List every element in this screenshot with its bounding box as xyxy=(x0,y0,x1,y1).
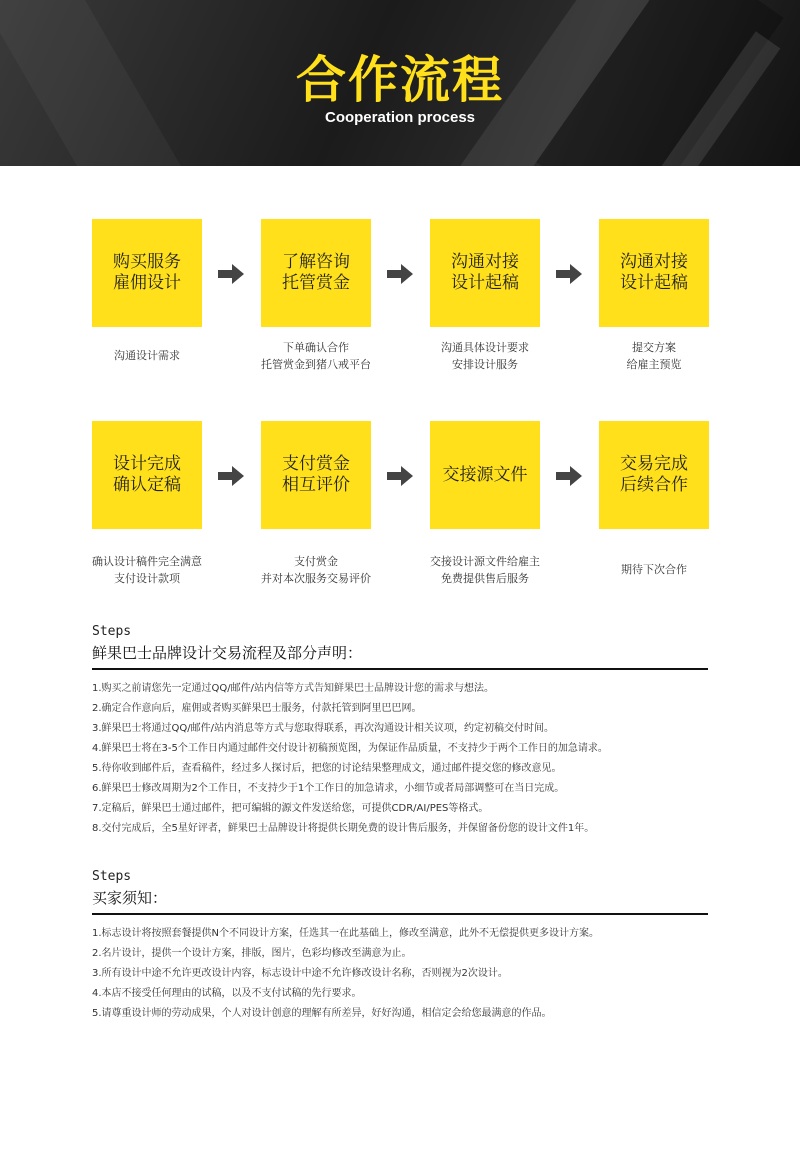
step-description: 下单确认合作 托管赏金到猪八戒平台 xyxy=(261,341,371,371)
step-box-3 xyxy=(430,219,540,327)
section-label: Steps xyxy=(92,624,132,639)
divider xyxy=(92,913,708,915)
step-box-5 xyxy=(92,421,202,529)
step-description: 交接设计源文件给雇主 免费提供售后服务 xyxy=(430,555,540,585)
list-item: 4.本店不接受任何理由的试稿，以及不支付试稿的先行要求。 xyxy=(92,988,362,999)
arrow-right-icon xyxy=(218,466,244,486)
step-box-7 xyxy=(430,421,540,529)
section-heading: 买家须知： xyxy=(92,889,168,907)
step-title: 了解咨询 托管赏金 xyxy=(282,252,350,293)
arrow-right-icon xyxy=(218,264,244,284)
section-label: Steps xyxy=(92,869,132,884)
step-title: 设计完成 确认定稿 xyxy=(113,454,181,495)
header-banner xyxy=(0,0,800,166)
list-item: 3.鲜果巴士将通过QQ/邮件/站内消息等方式与您取得联系，再次沟通设计相关议项，约定初稿交付时间。 xyxy=(92,723,555,734)
step-description: 提交方案 给雇主预览 xyxy=(626,341,682,371)
step-title: 沟通对接 设计起稿 xyxy=(451,252,519,293)
list-item: 4.鲜果巴士将在3-5个工作日内通过邮件交付设计初稿预览图，为保证作品质量，不支持少于两个工作日的加急请求。 xyxy=(92,743,608,754)
list-item: 6.鲜果巴士修改周期为2个工作日，不支持少于1个工作日的加急请求，小细节或者局部调整可在当日完成。 xyxy=(92,783,565,794)
step-description: 确认设计稿件完全满意 支付设计款项 xyxy=(92,555,202,585)
divider xyxy=(92,668,708,670)
statement-list xyxy=(92,679,732,839)
list-item: 3.所有设计中途不允许更改设计内容，标志设计中途不允许修改设计名称，否则视为2次设计。 xyxy=(92,968,508,979)
list-item: 2.确定合作意向后，雇佣或者购买鲜果巴士服务，付款托管到阿里巴巴网。 xyxy=(92,703,422,714)
step-title: 交易完成 后续合作 xyxy=(620,454,688,495)
list-item: 8.交付完成后，全5星好评者，鲜果巴士品牌设计将提供长期免费的设计售后服务，并保留备份您的设计文件1年。 xyxy=(92,823,595,834)
list-item: 1.购买之前请您先一定通过QQ/邮件/站内信等方式告知鲜果巴士品牌设计您的需求与想法。 xyxy=(92,683,495,694)
list-item: 5.请尊重设计师的劳动成果，个人对设计创意的理解有所差异，好好沟通，相信定会给您最满意的作品。 xyxy=(92,1008,552,1019)
step-title: 交接源文件 xyxy=(442,464,528,485)
step-box-2 xyxy=(261,219,371,327)
step-box-8 xyxy=(599,421,709,529)
page-subtitle: Cooperation process xyxy=(324,109,476,126)
step-description: 沟通具体设计要求 安排设计服务 xyxy=(441,341,529,371)
step-description: 支付赏金 并对本次服务交易评价 xyxy=(261,555,371,585)
step-title: 购买服务 雇佣设计 xyxy=(113,252,181,293)
step-description: 沟通设计需求 xyxy=(114,349,180,362)
section-heading: 鲜果巴士品牌设计交易流程及部分声明： xyxy=(92,644,363,662)
list-item: 1.标志设计将按照套餐提供N个不同设计方案，任选其一在此基础上，修改至满意，此外不无偿提供更多设计方案。 xyxy=(92,928,600,939)
page-title: 合作流程 xyxy=(296,51,504,109)
arrow-right-icon xyxy=(556,264,582,284)
buyer-notice-list xyxy=(92,924,732,1024)
arrow-right-icon xyxy=(556,466,582,486)
step-box-4 xyxy=(599,219,709,327)
list-item: 5.待你收到邮件后，查看稿件，经过多人探讨后，把您的讨论结果整理成文，通过邮件提交您的修改意见。 xyxy=(92,763,562,774)
step-box-6 xyxy=(261,421,371,529)
step-title: 支付赏金 相互评价 xyxy=(282,454,350,495)
step-description: 期待下次合作 xyxy=(621,563,687,576)
arrow-right-icon xyxy=(387,466,413,486)
step-title: 沟通对接 设计起稿 xyxy=(620,252,688,293)
list-item: 2.名片设计，提供一个设计方案，排版，图片，色彩均修改至满意为止。 xyxy=(92,948,412,959)
step-box-1 xyxy=(92,219,202,327)
list-item: 7.定稿后，鲜果巴士通过邮件，把可编辑的源文件发送给您，可提供CDR/AI/PES等格式。 xyxy=(92,803,489,814)
arrow-right-icon xyxy=(387,264,413,284)
